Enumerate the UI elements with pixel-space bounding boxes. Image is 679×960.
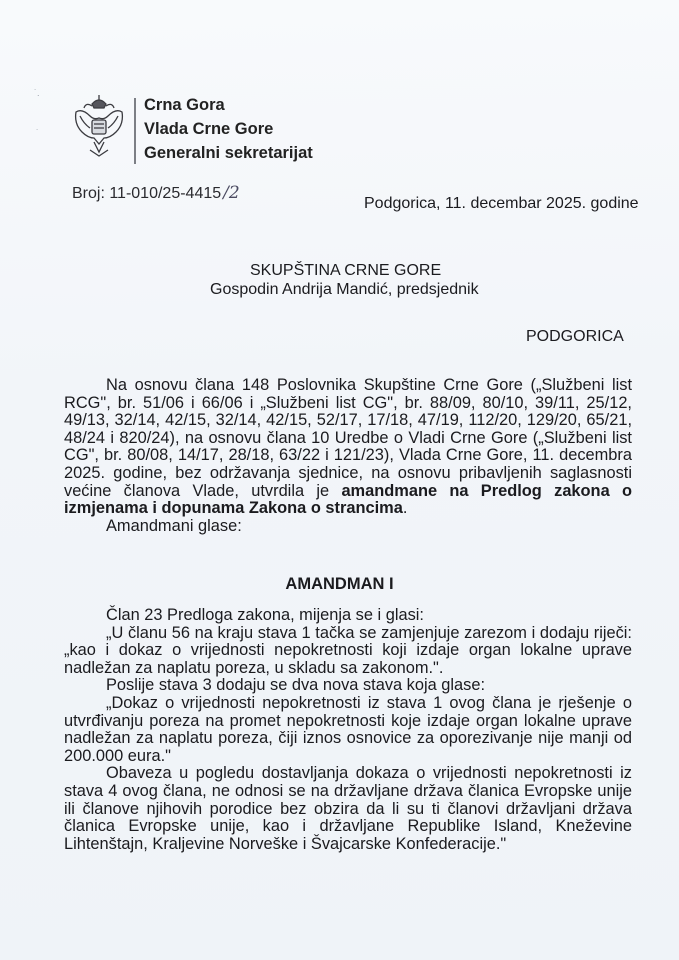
intro-text-end: . [402,499,408,518]
amendment-paragraph: „Dokaz o vrijednosti nepokretnosti iz stava 1 ovog člana je rješenje o utvrđivanju poreza na promet nepokretnosti koje izdaje organ lokalne uprave nadležan za naplatu poreza, čiji iznos osnovice za oporezivanje nije manji od 200.000 eura." [64,693,632,765]
org-country: Crna Gora [144,96,225,114]
amendment-body [64,607,632,853]
organization-block [144,93,313,165]
place-date: Podgorica, 11. decembar 2025. godine [364,195,639,212]
amendments-intro: Amandmani glase: [106,516,242,535]
amendment-paragraph: Poslije stava 3 dodaju se dva nova stava koja glase: [106,676,486,695]
amendment-paragraph: Obaveza u pogledu dostavljanja dokaza o vrijednosti nepokretnosti iz stava 4 ovog člana, ne odnosi se na državljane država članica Evropske unije ili članove njihovih porodice bez obzira da li su ti članovi državljani država članica Evropske unije, kao i državljane Republike Island, Kneževine Lihtenštajn, Kraljevine Norveške i Švajcarske Konfederacije." [64,764,632,853]
intro-paragraph [64,377,632,518]
amendment-paragraph: „U članu 56 na kraju stava 1 tačka se zamjenjuje zarezom i dodaju riječi: „kao i dokaz o vrijednosti nepokretnosti koji izdaje organ lokalne uprave nadležan za naplatu poreza, u skladu sa zakonom.". [64,623,632,677]
header-divider [134,98,136,164]
recipient-city: PODGORICA [526,328,624,345]
handwritten-suffix: /2 [223,183,240,203]
reference-label: Broj: 11-010/25-4415 [72,185,222,202]
reference-number [72,183,240,203]
org-government: Vlada Crne Gore [144,120,274,138]
amendment-title: AMANDMAN I [285,575,394,593]
intro-text: Na osnovu člana 148 Poslovnika Skupštine Crne Gore („Službeni list RCG", br. 51/06 i 66/06 i „Službeni list CG", br. 88/09, 80/10, 39/11, 25/12, 49/13, 32/14, 42/15, 32/14, 42/15, 52/17, 17/18, 47/19, 112/20, 129/20, 65/21, 48/24 i 820/24), na osnovu člana 10 Uredbe o Vladi Crne Gore („Službeni list CG", br. 80/08, 14/17, 28/18, 63/22 i 121/23), Vlada Crne Gore, 11. decembra 2025. godine, bez održavanja sjednice, na osnovu pribavljenih saglasnosti većine članova Vlade, utvrdila je [64,376,632,500]
intro-bold-text: amandmane na Predlog zakona o izmjenama i dopunama Zakona o strancima [64,481,632,518]
amendment-paragraph: Član 23 Predloga zakona, mijenja se i glasi: [106,606,424,624]
org-secretariat: Generalni sekretarijat [144,144,313,162]
recipient-institution: SKUPŠTINA CRNE GORE [250,262,442,279]
intro-section [64,377,632,535]
scan-mark: ˙. [34,88,40,98]
recipient-addressee: Gospodin Andrija Mandić, predsjednik [210,281,479,298]
scan-mark: ˙ [36,128,39,138]
coat-of-arms-icon [70,94,128,160]
